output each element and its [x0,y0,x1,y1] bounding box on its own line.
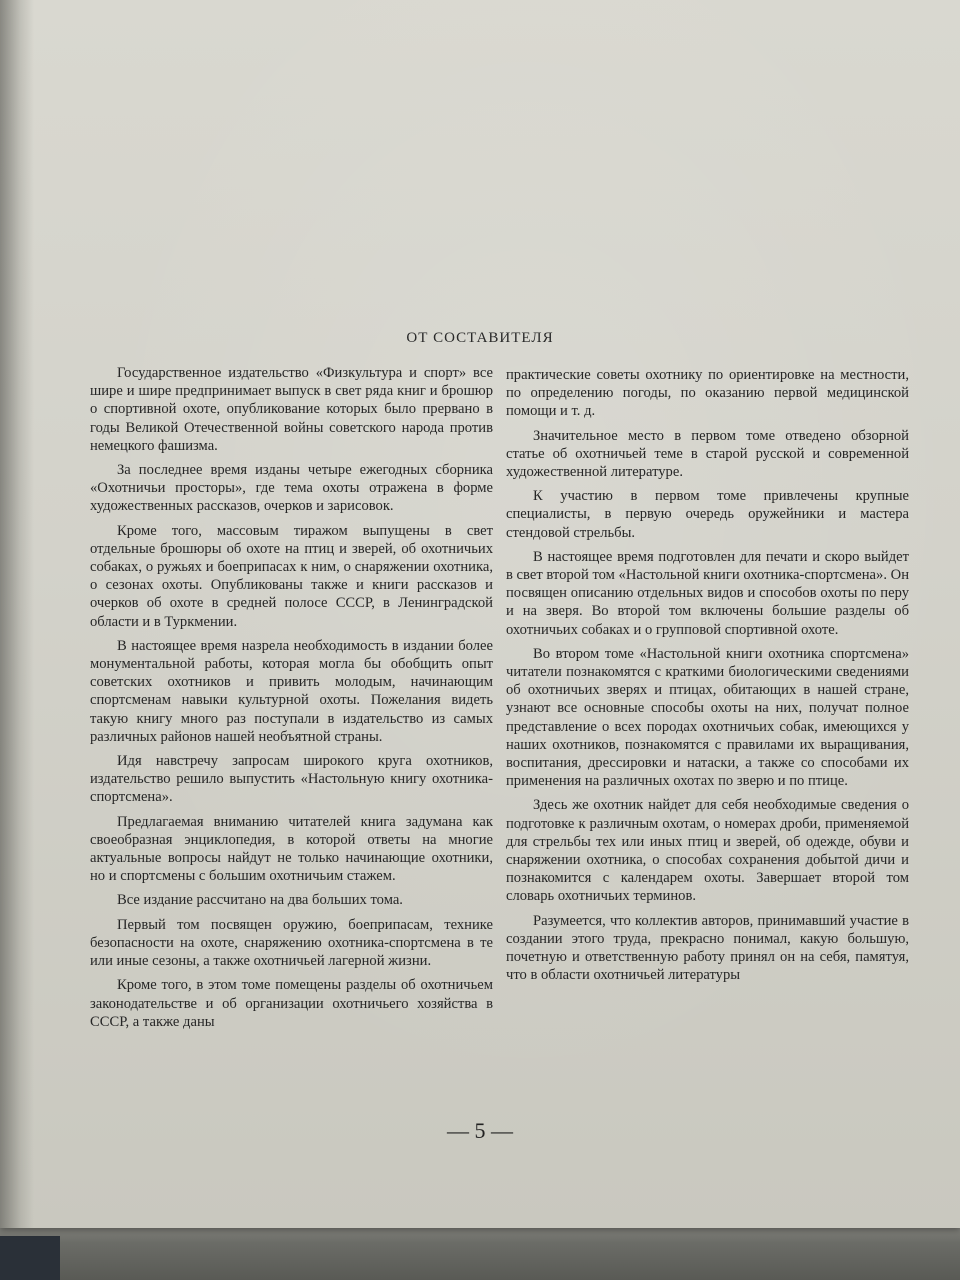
paragraph: Кроме того, в этом томе помещены разделы об охотничьем законодательстве и об организации охотничьего хозяйства в СССР, а также даны [90,977,493,1030]
page-number: — 5 — [447,1118,513,1143]
paragraph: Идя навстречу запросам широкого круга охотников, издательство решило выпустить «Настольную книгу охотника-спортсмена». [90,753,493,806]
paragraph: Первый том посвящен оружию, боеприпасам, технике безопасности на охоте, снаряжению охотника-спортсмена в те или иные сезоны, а также охотничьей лагерной жизни. [90,916,493,970]
paragraph: Все издание рассчитано на два больших тома. [117,892,403,909]
paragraph: Предлагаемая вниманию читателей книга задумана как своеобразная энциклопедия, в которой ответы на многие актуальные вопросы найдут не только начинающие охотники, но и спортсмены с большим охотничьим стажем. [90,813,493,885]
right-column [506,366,909,991]
paragraph: Государственное издательство «Физкультура и спорт» все шире и шире предпринимает выпуск в свет ряда книг и брошюр о спортивной охоте, опубликование которых было прервано в годы Великой Отечественной войны советского народа против немецкого фашизма. [90,365,493,454]
paragraph: Здесь же охотник найдет для себя необходимые сведения о подготовке к различным охотам, о номерах дроби, применяемой для стрельбы тех или иных птиц и зверей, об одежде, обуви и снаряжении охотника, о способах сохранения добытой дичи и познакомится с календарем охоты. Завершает второй том словарь охотничьих терминов. [506,797,909,905]
left-column [90,364,493,1037]
paragraph-continued: практические советы охотнику по ориентировке на местности, по определению погоды, по оказанию первой медицинской помощи и т. д. [506,367,909,420]
gutter-shadow [0,0,34,1228]
paragraph: В настоящее время подготовлен для печати и скоро выйдет в свет второй том «Настольной книги охотника-спортсмена». Он посвящен описанию отдельных видов и способов охоты по перу и на зверя. Во второй том включены большие разделы об охотничьих собаках и о групповой спортивной охоте. [506,548,909,638]
paragraph: К участию в первом томе привлечены крупные специалисты, в первую очередь оружейники и мастера стендовой стрельбы. [506,488,909,541]
dark-corner [0,1236,60,1280]
paragraph: Кроме того, массовым тиражом выпущены в свет отдельные брошюры об охоте на птиц и зверей, об охотничьих собаках, о ружьях и боеприпасах к ним, о снаряжении охотника, о сезонах охоты. Опубликованы также и книги рассказов и очерков об охоте в средней полосе СССР, в Ленинградской области и в Туркмении. [90,522,493,630]
paragraph: За последнее время изданы четыре ежегодных сборника «Охотничьи просторы», где тема охоты отражена в форме художественных рассказов, очерков и зарисовок. [90,462,493,515]
paragraph: Во втором томе «Настольной книги охотника спортсмена» читатели познакомятся с краткими биологическими сведениями об охотничьих зверях и птицах, обитающих в нашей стране, узнают все основные способы охоты на них, получат полное представление о всех породах охотничьих собак, имеющихся у наших охотников, познакомятся с правилами их выращивания, воспитания, дрессировки и натаски, а также со способами их применения на различных охотах по зверю и по птице. [506,645,909,790]
paragraph: Значительное место в первом томе отведено обзорной статье об охотничьей теме в старой русской и современной художественной литературе. [506,427,909,481]
paragraph: В настоящее время назрела необходимость в издании более монументальной работы, которая могла бы обобщить опыт советских охотников и привить молодым, начинающим спортсменам навыки культурной охоты. Пожелания видеть такую книгу много раз поступали в издательство из самых различных районов нашей необъятной страны. [90,637,493,745]
page-title: ОТ СОСТАВИТЕЛЯ [406,330,554,346]
paragraph: Разумеется, что коллектив авторов, принимавший участие в создании этого труда, прекрасно понимал, какую большую, почетную и ответственную работу принял он на себя, памятуя, что в области охотничьей литературы [506,912,909,984]
